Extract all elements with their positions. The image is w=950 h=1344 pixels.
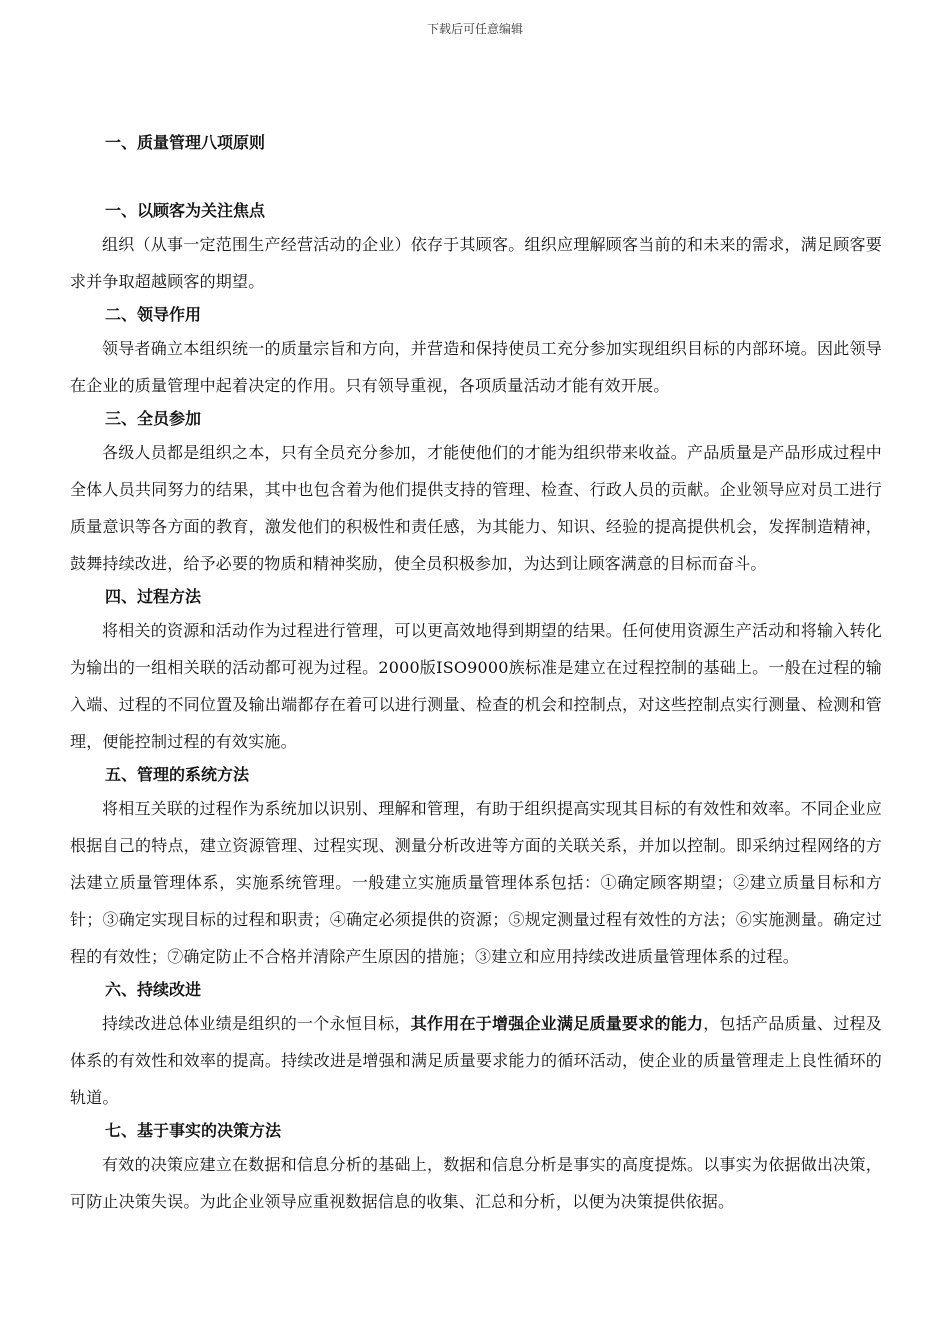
section-heading-6: 六、持续改进 — [105, 980, 202, 999]
section-paragraph-4: 将相关的资源和活动作为过程进行管理，可以更高效地得到期望的结果。任何使用资源生产活动和将输入转化为输出的一组相关联的活动都可视为过程。2000版ISO9000族标准是建立在过程控制的基础上。一般在过程的输入端、过程的不同位置及输出端都存在着可以进行测量、检查的机会和控制点，对这些控制点实行测量、检测和管理，便能控制过程的有效实施。 — [70, 621, 882, 751]
section-heading-2: 二、领导作用 — [105, 305, 202, 324]
section-heading-5: 五、管理的系统方法 — [105, 765, 250, 784]
section-paragraph-7: 有效的决策应建立在数据和信息分析的基础上，数据和信息分析是事实的高度提炼。以事实为依据做出决策，可防止决策失误。为此企业领导应重视数据信息的收集、汇总和分析，以便为决策提供依据。 — [70, 1155, 882, 1211]
section-heading-3: 三、全员参加 — [105, 409, 202, 428]
spacer — [70, 158, 882, 196]
section-heading-4: 四、过程方法 — [105, 587, 202, 606]
paragraph-text-after: ，包括产品质量、过程及体系的有效性和效率的提高。持续改进是增强和满足质量要求能力的循环活动，使企业的质量管理走上良性循环的轨道。 — [70, 1014, 882, 1107]
page-header: 下载后可任意编辑 — [426, 22, 523, 36]
section-paragraph-6 — [70, 1005, 882, 1116]
section-heading-1: 一、以顾客为关注焦点 — [105, 201, 266, 220]
document-title: 一、质量管理八项原则 — [105, 133, 266, 152]
emphasized-text: 其作用在于增强企业满足质量要求的能力 — [410, 1014, 704, 1033]
paragraph-text-before: 持续改进总体业绩是组织的一个永恒目标， — [102, 1014, 411, 1033]
section-paragraph-1: 组织（从事一定范围生产经营活动的企业）依存于其顾客。组织应理解顾客当前的和未来的需求，满足顾客要求并争取超越顾客的期望。 — [70, 235, 882, 291]
section-paragraph-3: 各级人员都是组织之本，只有全员充分参加，才能使他们的才能为组织带来收益。产品质量是产品形成过程中全体人员共同努力的结果，其中也包含着为他们提供支持的管理、检查、行政人员的贡献。企业领导应对员工进行质量意识等各方面的教育，激发他们的积极性和责任感，为其能力、知识、经验的提高提供机会，发挥制造精神，鼓舞持续改进，给予必要的物质和精神奖励，使全员积极参加，为达到让顾客满意的目标而奋斗。 — [70, 443, 882, 573]
section-paragraph-2: 领导者确立本组织统一的质量宗旨和方向，并营造和保持使员工充分参加实现组织目标的内部环境。因此领导在企业的质量管理中起着决定的作用。只有领导重视，各项质量活动才能有效开展。 — [70, 339, 882, 395]
section-heading-7: 七、基于事实的决策方法 — [105, 1121, 282, 1140]
section-paragraph-5: 将相互关联的过程作为系统加以识别、理解和管理，有助于组织提高实现其目标的有效性和效率。不同企业应根据自己的特点，建立资源管理、过程实现、测量分析改进等方面的关联关系，并加以控制。即采纳过程网络的方法建立质量管理体系，实施系统管理。一般建立实施质量管理体系包括：①确定顾客期望；②建立质量目标和方针；③确定实现目标的过程和职责；④确定必须提供的资源；⑤规定测量过程有效性的方法；⑥实施测量。确定过程的有效性；⑦确定防止不合格并清除产生原因的措施；③建立和应用持续改进质量管理体系的过程。 — [70, 799, 882, 966]
document-body — [70, 128, 882, 1220]
